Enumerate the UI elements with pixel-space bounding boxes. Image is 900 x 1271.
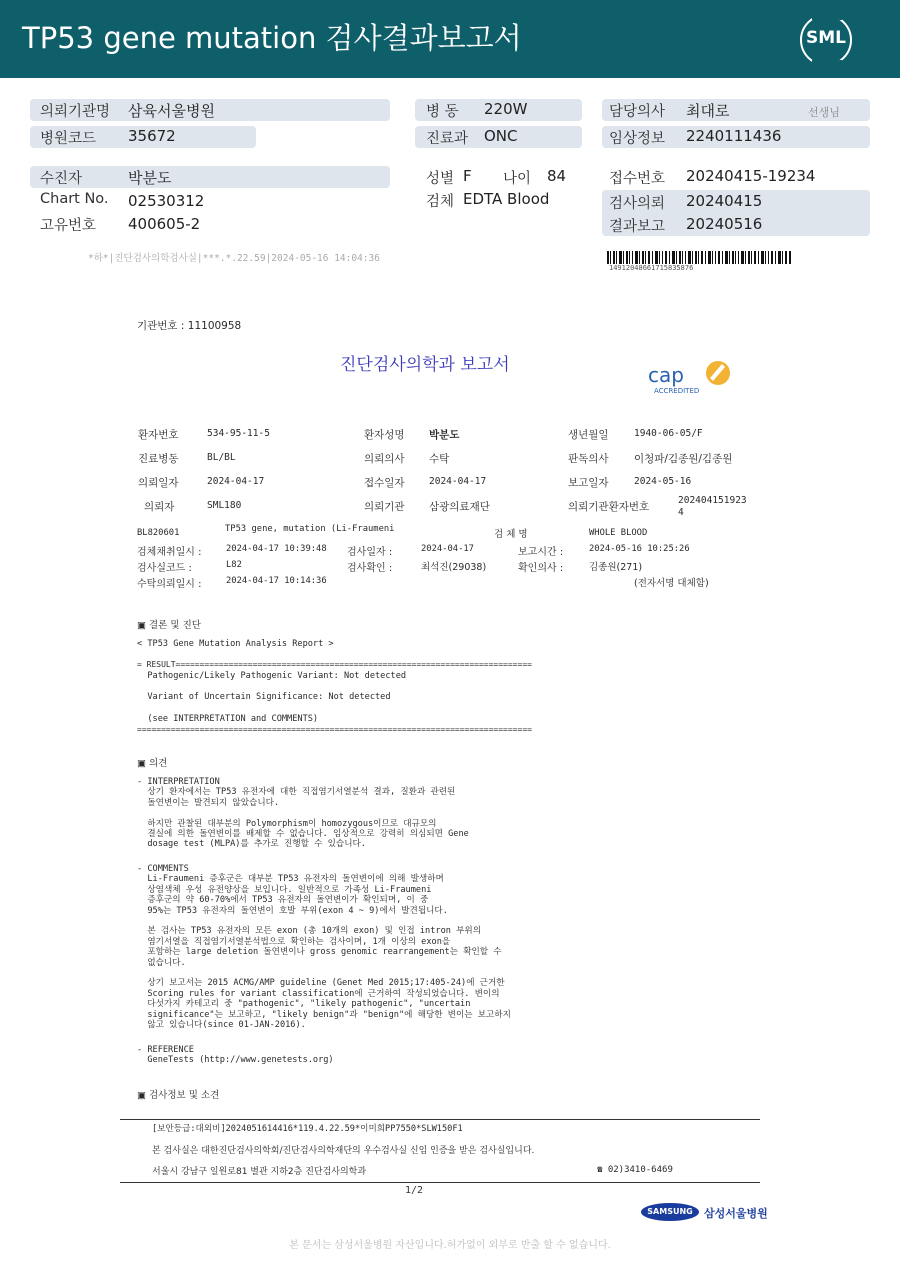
exam-code: L82 <box>226 560 242 570</box>
ward-scan: BL/BL <box>207 452 236 463</box>
patient-no: 534-95-11-5 <box>207 428 270 439</box>
result-line-1: Pathogenic/Likely Pathogenic Variant: Not detected <box>137 671 407 681</box>
cert-line: 본 검사실은 대한진단검사의학회/진단검사의학재단의 우수검사실 신임 인증을 받은 검사실입니다. <box>152 1146 535 1156</box>
report-date-value: 20240516 <box>686 215 763 233</box>
ward-label-scan: 진료병동 <box>138 453 179 465</box>
hospital-code-label: 병원코드 <box>40 131 97 147</box>
section-conclusion: ▣ 결론 및 진단 <box>137 620 201 631</box>
page-number: 1/2 <box>404 1185 424 1196</box>
confirm: 최석진(29038) <box>421 562 487 573</box>
birth: 1940-06-05/F <box>634 428 703 439</box>
doctor-label: 담당의사 <box>609 104 666 120</box>
test-code: BL820601 <box>137 528 180 538</box>
comments-text: - COMMENTS Li-Fraumeni 증후군은 대부분 TP53 유전자의 돌연변이에 의해 발생하며 상염색체 우성 유전양상을 보입니다. 일반적으로 가족성 Li-Fraumeni 증후군의 약 60-70%에서 TP53 유전자의 돌연변이가 확인되며, 이 중 95%는 TP53 유전자의 돌연변이 호발 부위(exon 4 ~ 9)에서 발견됩니다. 본 검사는 TP53 유전자의 모든 exon (총 10개의 exon) 및 인접 intron 부위의 염기서열을 직접염기서열분석법으로 확인하는 검사이며, 1개 이상의 exon을 포함하는 large deletion 돌연변이나 gross genomic rearrangement는 확인할 수 없습니다. 상기 보고서는 2015 ACMG/AMP guideline (Genet Med 2015;17:405-24)에 근거한 Scoring rules for variant classification에 근거하여 작성되었습니다. 변이의 다섯가지 카테고리 중 "pathogenic", "likely pathogenic", "uncertain significance"는 보고하고, "likely benign"과 "benign"에 해당한 변이는 보고하지 않고 있습니다(since 01-JAN-2016). <box>137 864 511 1031</box>
org-number: 기관번호 : 11100958 <box>137 320 242 332</box>
patient-label: 수진자 <box>40 171 83 187</box>
contract-label: 수탁의뢰일시 : <box>137 579 202 590</box>
report-time-label: 보고시간 : <box>518 547 564 558</box>
sex-label: 성별 <box>426 171 455 187</box>
confirm-doc: 김종원(271) <box>589 562 643 573</box>
esign-note: (전자서명 대체함) <box>634 578 709 589</box>
sex-value: F <box>463 167 472 185</box>
req-doc-label: 의뢰의사 <box>364 453 405 465</box>
logo-text: SML <box>806 28 846 48</box>
receipt-value: 20240415-19234 <box>686 167 816 185</box>
request-org-label: 의뢰기관명 <box>40 104 111 120</box>
cap-sub: ACCREDITED <box>654 387 700 395</box>
exam-date: 2024-04-17 <box>421 544 474 554</box>
address: 서울시 강남구 일원로81 별관 지하2층 진단검사의학과 <box>152 1167 367 1177</box>
analysis-title: < TP53 Gene Mutation Analysis Report > <box>137 639 334 649</box>
req-date-label: 검사의뢰 <box>609 196 666 212</box>
clinical-label: 임상정보 <box>609 131 666 147</box>
req-org-pno-2: 4 <box>678 507 684 518</box>
patient-name: 박분도 <box>429 429 460 441</box>
read-doc-label: 판독의사 <box>568 453 609 465</box>
req-date-label-scan: 의뢰일자 <box>138 477 179 489</box>
barcode <box>607 251 791 264</box>
ward-value: 220W <box>484 100 528 118</box>
samsung-logo-icon: SAMSUNG <box>641 1203 699 1221</box>
request-org-value: 삼육서울병원 <box>128 102 215 120</box>
footer-rule-bottom <box>120 1182 760 1183</box>
clinical-value: 2240111436 <box>686 127 782 145</box>
result-header: = RESULT========================================================================== <box>137 660 532 669</box>
exam-code-label: 검사실코드 : <box>137 563 192 574</box>
patient-name-label: 환자성명 <box>364 429 405 441</box>
requester: SML180 <box>207 500 242 511</box>
doctor-value: 최대로 <box>686 102 730 120</box>
samsung-hospital-name: 삼성서울병원 <box>704 1207 768 1220</box>
recv-date-label: 접수일자 <box>364 477 405 489</box>
report-time: 2024-05-16 10:25:26 <box>589 544 690 554</box>
cap-text: cap <box>648 363 684 387</box>
chart-label: Chart No. <box>40 191 109 207</box>
exam-date-label: 검사일자 : <box>347 547 393 558</box>
read-doc: 이청파/김종원/김종원 <box>634 453 733 465</box>
unique-label: 고유번호 <box>40 218 97 234</box>
report-date-label-scan: 보고일자 <box>568 477 609 489</box>
req-date-value: 20240415 <box>686 192 763 210</box>
page-title: TP53 gene mutation 검사결과보고서 <box>22 21 522 55</box>
contract: 2024-04-17 10:14:36 <box>226 576 327 586</box>
age-value: 84 <box>547 167 567 185</box>
confidentiality-note: 본 문서는 삼성서울병원 자산입니다.허가없이 외부로 반출 할 수 없습니다. <box>289 1240 611 1251</box>
patient-no-label: 환자번호 <box>138 429 179 441</box>
specimen-label: 검체 <box>426 194 455 210</box>
print-stamp: *하*|진단검사의학검사실|***.*.22.59|2024-05-16 14:04:36 <box>88 253 380 264</box>
collect: 2024-04-17 10:39:48 <box>226 544 327 554</box>
report-title: 진단검사의학과 보고서 <box>340 355 510 375</box>
recv-date: 2024-04-17 <box>429 476 487 487</box>
report-date-label: 결과보고 <box>609 219 666 235</box>
specimen-value: EDTA Blood <box>463 190 550 208</box>
chart-value: 02530312 <box>128 192 205 210</box>
req-org-pno-label: 의뢰기관환자번호 <box>568 501 650 513</box>
specimen-label-scan: 검 체 명 <box>494 529 528 540</box>
pill-patient <box>30 166 390 188</box>
dept-value: ONC <box>484 127 518 145</box>
section-test-info: ▣ 검사정보 및 소견 <box>137 1090 220 1101</box>
hospital-code-value: 35672 <box>128 127 176 145</box>
logo-gap-bottom <box>812 60 842 68</box>
birth-label: 생년월일 <box>568 429 609 441</box>
confirm-label: 검사확인 : <box>347 563 393 574</box>
collect-label: 검체채취일시 : <box>137 547 202 558</box>
requester-label: 의뢰자 <box>144 501 175 513</box>
dept-label: 진료과 <box>426 131 469 147</box>
age-label: 나이 <box>503 171 532 187</box>
confirm-doc-label: 확인의사 : <box>518 563 564 574</box>
logo-gap-top <box>812 12 842 20</box>
req-org-pno: 202404151923 <box>678 495 747 506</box>
result-line-3: (see INTERPRETATION and COMMENTS) <box>137 714 319 724</box>
phone: ☎ 02)3410-6469 <box>597 1165 673 1175</box>
req-org-label: 의뢰기관 <box>364 501 405 513</box>
specimen-scan: WHOLE BLOOD <box>589 528 648 538</box>
barcode-number: 14912048661715835876 <box>609 264 694 272</box>
section-opinion: ▣ 의견 <box>137 758 168 769</box>
footer-rule-top <box>120 1119 760 1120</box>
req-org: 삼광의료재단 <box>429 501 490 513</box>
security-line: [보안등급:대외비]2024051614416*119.4.22.59*이미희PP7550*SLW150F1 <box>152 1124 463 1134</box>
interpretation-text: - INTERPRETATION 상기 환자에서는 TP53 유전자에 대한 직접염기서열분석 결과, 질환과 관련된 돌연변이는 발견되지 않았습니다. 하지만 관찰된 대부분의 Polymorphism이 homozygous이므로 대규모의 결실에 의한 돌연변이를 배제할 수 없습니다. 임상적으로 강력히 의심되면 Gene dosage test (MLPA)를 추가로 진행할 수 있습니다. <box>137 777 469 850</box>
test-name: TP53 gene, mutation (Li-Fraumeni <box>225 524 395 534</box>
patient-value: 박분도 <box>128 169 172 187</box>
ward-label: 병 동 <box>426 104 459 120</box>
reference-text: - REFERENCE GeneTests (http://www.genetests.org) <box>137 1045 334 1066</box>
result-footer: ================================================================================== <box>137 725 532 734</box>
doctor-suffix: 선생님 <box>808 106 840 119</box>
receipt-label: 접수번호 <box>609 171 666 187</box>
req-doc: 수탁 <box>429 453 450 465</box>
result-line-2: Variant of Uncertain Significance: Not detected <box>137 692 391 702</box>
cap-accredited-logo <box>646 356 736 396</box>
req-date-scan: 2024-04-17 <box>207 476 265 487</box>
report-date-scan: 2024-05-16 <box>634 476 692 487</box>
unique-value: 400605-2 <box>128 215 201 233</box>
